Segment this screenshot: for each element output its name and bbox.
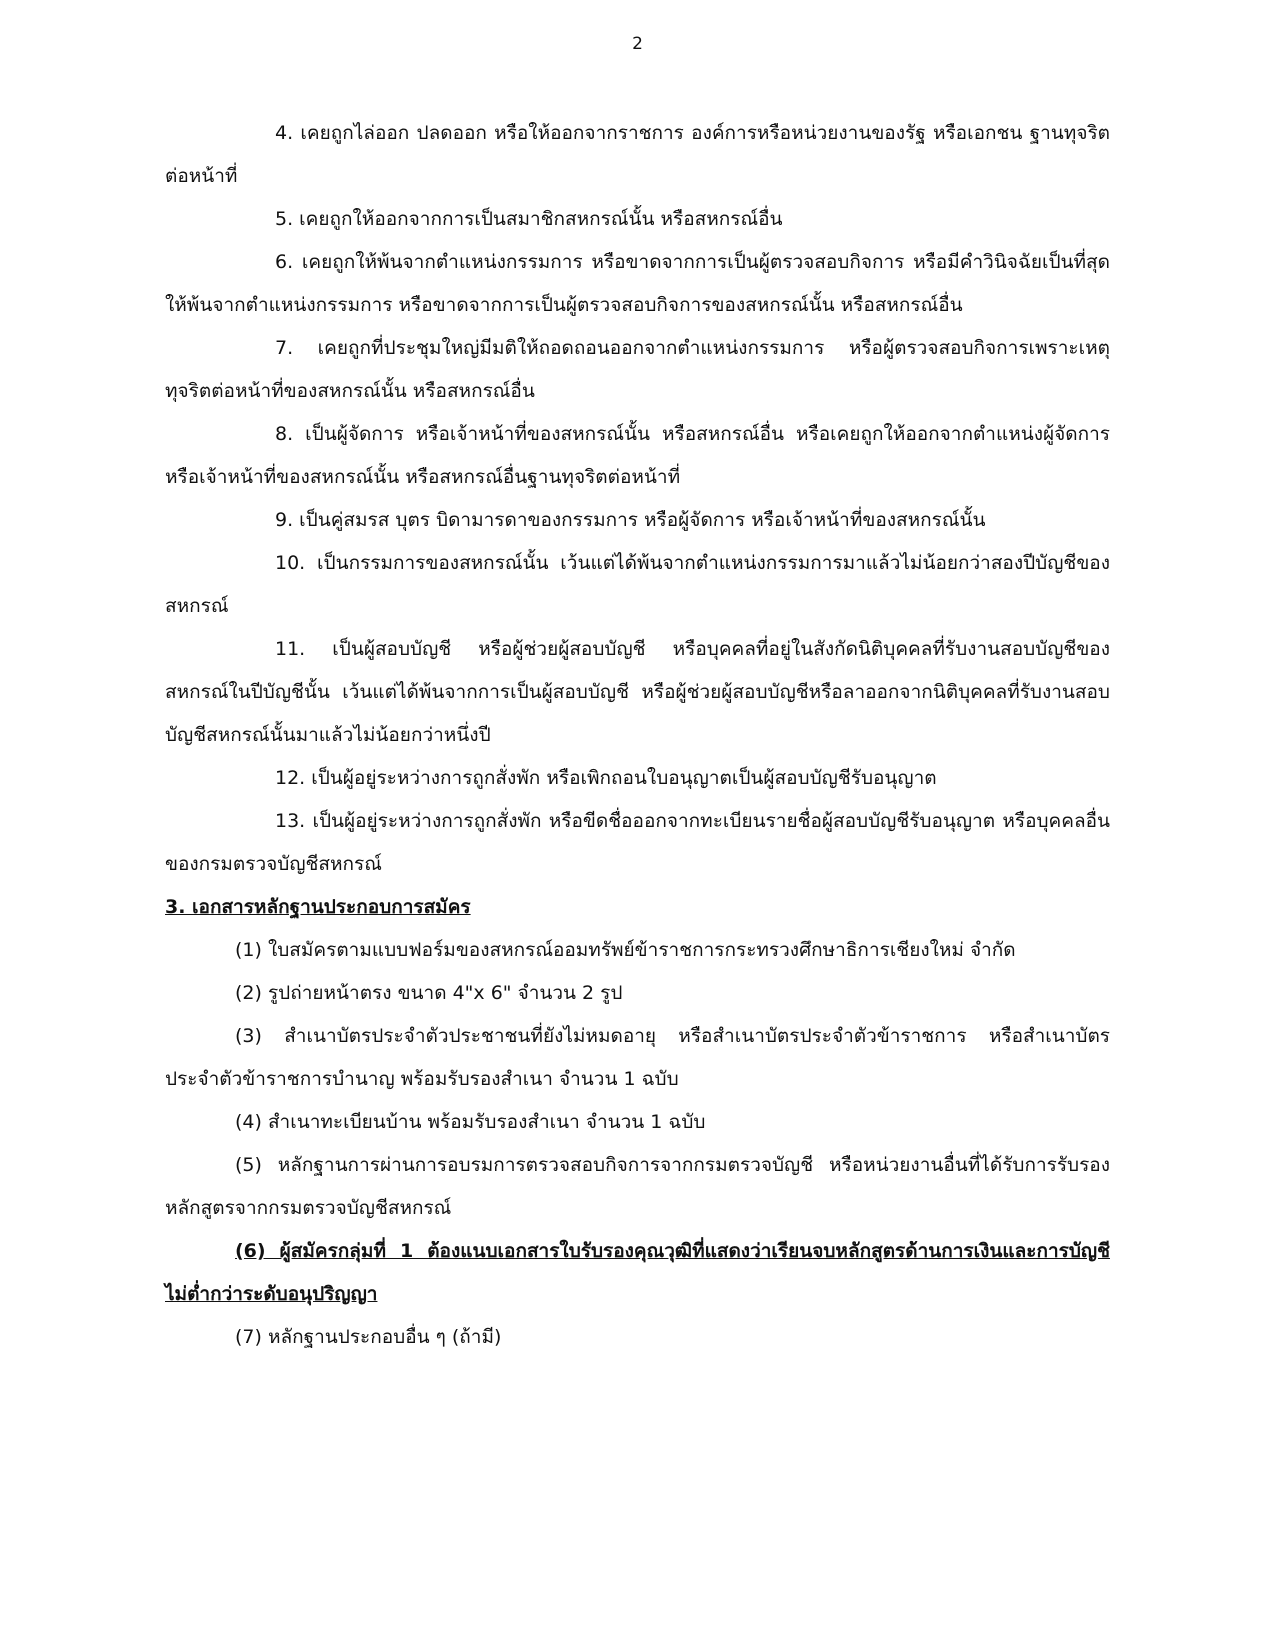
document-list-item: (5) หลักฐานการผ่านการอบรมการตรวจสอบกิจการจากกรมตรวจบัญชี หรือหน่วยงานอื่นที่ได้รับการรับรองหลักสูตรจากกรมตรวจบัญชีสหกรณ์	[165, 1154, 1110, 1219]
document-list-item: (1) ใบสมัครตามแบบฟอร์มของสหกรณ์ออมทรัพย์ข้าราชการกระทรวงศึกษาธิการเชียงใหม่ จำกัด	[235, 939, 1016, 961]
list-item: 12. เป็นผู้อยู่ระหว่างการถูกสั่งพัก หรือเพิกถอนใบอนุญาตเป็นผู้สอบบัญชีรับอนุญาต	[275, 767, 937, 789]
list-item: 9. เป็นคู่สมรส บุตร บิดามารดาของกรรมการ หรือผู้จัดการ หรือเจ้าหน้าที่ของสหกรณ์นั้น	[275, 509, 986, 531]
section-heading: 3. เอกสารหลักฐานประกอบการสมัคร	[165, 896, 471, 918]
page-number: 2	[632, 34, 643, 54]
list-item: 7. เคยถูกที่ประชุมใหญ่มีมติให้ถอดถอนออกจากตำแหน่งกรรมการ หรือผู้ตรวจสอบกิจการเพราะเหตุทุจริตต่อหน้าที่ของสหกรณ์นั้น หรือสหกรณ์อื่น	[165, 337, 1110, 402]
document-list-item: (2) รูปถ่ายหน้าตรง ขนาด 4"x 6" จำนวน 2 รูป	[235, 982, 623, 1004]
list-item: 6. เคยถูกให้พ้นจากตำแหน่งกรรมการ หรือขาดจากการเป็นผู้ตรวจสอบกิจการ หรือมีคำวินิจฉัยเป็นที่สุดให้พ้นจากตำแหน่งกรรมการ หรือขาดจากการเป็นผู้ตรวจสอบกิจการของสหกรณ์นั้น หรือสหกรณ์อื่น	[165, 251, 1110, 316]
list-item: 4. เคยถูกไล่ออก ปลดออก หรือให้ออกจากราชการ องค์การหรือหน่วยงานของรัฐ หรือเอกชน ฐานทุจริตต่อหน้าที่	[165, 122, 1110, 187]
list-item: 8. เป็นผู้จัดการ หรือเจ้าหน้าที่ของสหกรณ์นั้น หรือสหกรณ์อื่น หรือเคยถูกให้ออกจากตำแหน่งผู้จัดการหรือเจ้าหน้าที่ของสหกรณ์นั้น หรือสหกรณ์อื่นฐานทุจริตต่อหน้าที่	[165, 423, 1110, 488]
document-list-item-emphasized: (6) ผู้สมัครกลุ่มที่ 1 ต้องแนบเอกสารใบรับรองคุณวุฒิที่แสดงว่าเรียนจบหลักสูตรด้านการเงินและการบัญชี ไม่ต่ำกว่าระดับอนุปริญญา	[165, 1240, 1110, 1305]
document-body	[165, 112, 1110, 1359]
document-list-item: (3) สำเนาบัตรประจำตัวประชาชนที่ยังไม่หมดอายุ หรือสำเนาบัตรประจำตัวข้าราชการ หรือสำเนาบัตรประจำตัวข้าราชการบำนาญ พร้อมรับรองสำเนา จำนวน 1 ฉบับ	[165, 1025, 1110, 1090]
list-item: 10. เป็นกรรมการของสหกรณ์นั้น เว้นแต่ได้พ้นจากตำแหน่งกรรมการมาแล้วไม่น้อยกว่าสองปีบัญชีของสหกรณ์	[165, 552, 1110, 617]
document-list-item: (4) สำเนาทะเบียนบ้าน พร้อมรับรองสำเนา จำนวน 1 ฉบับ	[235, 1111, 706, 1133]
list-item: 11. เป็นผู้สอบบัญชี หรือผู้ช่วยผู้สอบบัญชี หรือบุคคลที่อยู่ในสังกัดนิติบุคคลที่รับงานสอบบัญชีของสหกรณ์ในปีบัญชีนั้น เว้นแต่ได้พ้นจากการเป็นผู้สอบบัญชี หรือผู้ช่วยผู้สอบบัญชีหรือลาออกจากนิติบุคคลที่รับงานสอบบัญชีสหกรณ์นั้นมาแล้วไม่น้อยกว่าหนึ่งปี	[165, 638, 1110, 746]
list-item: 13. เป็นผู้อยู่ระหว่างการถูกสั่งพัก หรือขีดชื่อออกจากทะเบียนรายชื่อผู้สอบบัญชีรับอนุญาต หรือบุคคลอื่นของกรมตรวจบัญชีสหกรณ์	[165, 810, 1110, 875]
list-item: 5. เคยถูกให้ออกจากการเป็นสมาชิกสหกรณ์นั้น หรือสหกรณ์อื่น	[275, 208, 783, 230]
document-list-item: (7) หลักฐานประกอบอื่น ๆ (ถ้ามี)	[235, 1326, 502, 1348]
